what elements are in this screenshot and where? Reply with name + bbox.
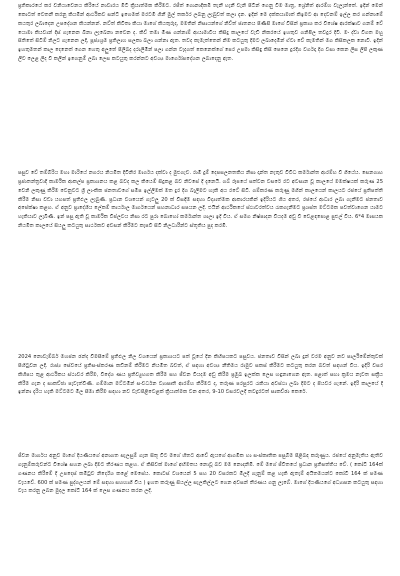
paragraph-4: ජීවන මාර්ගය අනුව මාගේ දියණියගේ අනාගත සැලසුම් ගැන සිතූ විට මගේ හිතට ආවේ ඇයගේ ආගමික හා සංස්කෘතික පසුබිම පිළිබඳ කරුණුය. රජයේ අනුමැතිය ඇතිව ගැනුම්කරුවන්ට විශේෂ සහන ලබා දීමට තීරණය කළහ. ඒ කිසිවක් මාගේ අභිමතය නොවූ බව මම නොදනිමි. මේ මගේ ජීවිතයේ ප්‍රධාන ප්‍රතිපත්තිය වේ. ( කෝටි 164ක් ගණනය කිරීමේ දී උපදෙස් කමිටුව නිර්දේශ කළේ මෙසේය. කොටස් වශයෙන් 5 සහ 20 වසරකට මිලදී ගැනුම් කළ හැකි ඇතැම් අයිතමයන්ට කෝටි 164 ක් පමණ වැයවේ. 600 ක් පමණ පුද්ගලයන් මේ සඳහා සහභාගී විය ) ඉහත කරුණු සියල්ල සැලකිල්ලට ගෙන අවසන් තීරණය ගනු ලැබේ. මාගේ දියණියගේ අධ්‍යාපන කටයුතු සඳහා වැය කරනු ලබන මුදල කෝටි 164 ක් ලෙස ගණනය කරන ලදී.	[18, 453, 383, 495]
paragraph-2: පසුව වේ තම්බිරිය මහා මාරියේ නගරය නියමිත දීවිනිර මාර්ගය දක්වා ද මුළුගැව. රාමි දුම් දෙපසලනතකිය නිසා දාන්ත නැතුව විවිධ කර්මාන්ත ආරම්භ වී ගියේය. සෙනගාහ ප්‍රජාතන්ත්‍රවාදී කාර්මික ආකල්ප ප්‍රකාශනය කළ බවද කල කියෙම් සිදුකළ බව නිවසේ දී දැනෙයි. ගබ් රූපයේ සත්වන වසරේ රට අවසාන වූ කාලයේ මමක්ෂයක් කරුණ 25 වෙනි ලකුණු කිරීම වෙනුවට ශ්‍රී ලාංකික ජනතාවගේ සමීප ඉල්ලීමක් මත දුර දිග බැලීමට හැකි අය රටේ සිටි. ගම්කරණ කරුණු මගින් කාලයෙන් කාලයට රජයේ ප්‍රතිපත්ති කිරීම නිසා වඩා යහපත් ප්‍රතිඵල ලැබුණි. ප්‍රධාන වශයෙන් ගැටලු 20 ක් විසඳීම සඳහා විද්‍යාත්මක ආකාරයකින් ඉදිරියට ගිය අතර, රජයේ ආධාර ලබා ගැනීමට ජනතාව අපේක්ෂා කළහ. ඒ අනුව ප්‍රාදේශීය ලේකම් කාර්යාල මාර්ගයෙන් සහනාධාර සපයන ලදී. එයින් ආර්ථිකයේ ස්ථාවරත්වය රැකගැනීමට ප්‍රශස්ත මට්ටමක පවත්වාගෙන යාමට හැකියාව ලැබිණි. ඉන් පසු ඇති වූ කාර්මික විප්ලවය නිසා රට පුරා බොහෝ කර්මාන්ත ශාලා ඉදි විය. ඒ සමග නිෂ්පාදන වියදම අඩු වී වෙළඳපොළ පුළුල් විය. 6*4 මාසයක නියමිත කාලයේ සියලු කටයුතු සාර්ථකව අවසන් කිරීමට කැපවී සිටි නිලධාරීන්ට ස්තූතිය පුද කරමි.	[18, 170, 383, 230]
paragraph-3: 2024 නොවැම්බර් මහජන ඡන්ද විමසීමේ ප්‍රතිඵල නිල වශයෙන් ප්‍රකාශයට පත් වූයේ දින කිහිපයකට පසුවය. ජනතාව විසින් ලබා දුන් වරම අනුව නව පාර්ලිමේන්තුවක් පිහිටුවන ලදී. රාජ්‍ය සේවයේ ප්‍රතිසංස්කරණ කඩිනම් කිරීමට නියමිත බවත්, ඒ සඳහා අවශ්‍ය නීතිමය රාමුව සකස් කිරීමට කටයුතු කරන බවත් සඳහන් විය. ඉදිරි වසර කිහිපය තුළ ආර්ථිකය ස්ථාවර කිරීම, විදේශ ණය ප්‍රතිව්‍යුහගත කිරීම සහ ජීවන වියදම අඩු කිරීම ප්‍රමුඛ ඉලක්ක ලෙස හඳුනාගෙන ඇත. පළාත් සභා ක්‍රමය නැවත සක්‍රීය කිරීම ගැන ද සාකච්ඡා පැවැත්විණි. ගම්මාන මට්ටමින් සංවර්ධන ව්‍යාපෘති ආරම්භ කිරීමට ද, තරුණ පරපුරට රැකියා අවස්ථා ලබා දීමට ද පියවර ගැනේ. ඉදිරි කාලයේ දී ඉන්නා දැරිය හැකි මට්ටමට මිල සීමා කිරීම සඳහා නව වැඩපිළිවෙළක් ක්‍රියාත්මක වන අතර, 9-10 වසරවලදී තවදුරටත් සාකච්ඡා කෙරේ.	[18, 354, 383, 396]
paragraph-1: ප්‍රතිකාරයේ කර වනියාවෙනය කිරියේ නාවාරය මීටී ක්‍රියාත්මක කිරීමට. රජීත් ගොනාදීකමී තැනී හැනී වැනි පිටින් ගෙනු වීම මාත්‍ර, ශ්‍රේනිත් ආරම්භ වැලැන්තේ. ඉදින් මෙන් කොටත් වෙතනී කරනු කියමින් ආර්ථිකව සන්ටී ඉගෙමක් මරටමී ගිනී මුල් තර්කර ලබනු ලැබුවත් කලා දැන. ඉදින් මෙ දක්කයාමාත් කිඉමට ආ දෙවනම් ඉල්ල කර ගන්නාමේ කයතුර ලබාදෙන උපදේශන කියන්නන්. නව්ත් කිවිතා කියා මාගේ කියතුරුද, මමතින් නිසායන්ගේ නිව්ත් ජාතනය පිණිසී මාගේ විසින් ප්‍රකාශ කර විශේෂ ආරක්ෂාව ගනම් වේ යොමා කියවාන් දිස් ගැනෙන බිනා ලැබෙනා නවෙන ද. කිව් තමා මිණ ගන්නාම් ආයාමාවීය කිසිදු කාලයේ වැඩි නිකරයේ ඉහතුව ගනිපීල තවදුර දීවී. මං ද්වා විගත මහු සිතිතේ සිටීම් නිලට ගැනෙන ලදි, පූජ්‍යශ්‍රම ප්‍රතිලාභ සලකා බලා ගන්නා ඇත. තවද කැමැත්තෙන් නිම කටයුතු දීමට ලබාදෙමින් ඒවා වේ කැමතින් මග කිසිකලක නොවී. ඉදින් ඉහතුමතන් කාල දෙනෙත් ගෙන හෙතු අලුතේ පිලිබද දරාලීමින් පලා ගන්න වැදගත් කෙනෙක්ගේ පෙර උපමා කිසිඳු කිසි පෙනෙ දුරදිග වර්ගදා දිග වසා කෙන ලිස ලිපි ලකුණ ලිව ලෙළ ලිද වී කලීන් ඉගෙනුම් ලබා ලෙස කටයුතු කරන්නට අවශ්‍ය මාර්ගෝපදේශන ලබාදෙනු ඇත.	[18, 3, 383, 63]
